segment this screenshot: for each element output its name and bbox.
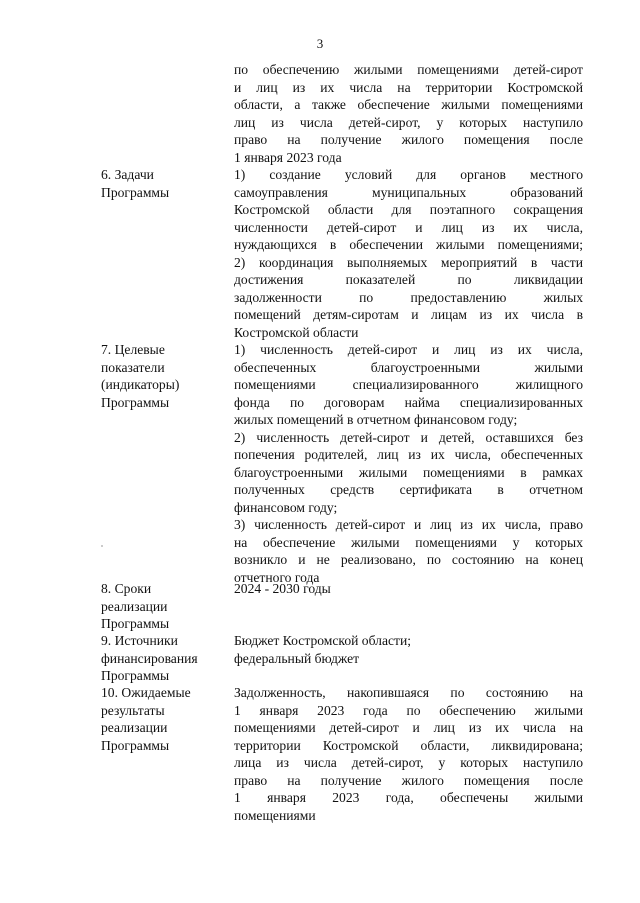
text-line: Костромской области для поэтапного сокращения [234, 202, 583, 217]
text-line: и лиц из их числа на территории Костромской [234, 79, 583, 95]
text-line: помещениями детей-сирот и лиц из их числа на [234, 720, 583, 735]
label-line: результаты [101, 702, 165, 718]
section-8-label [101, 580, 219, 633]
section-7-content [234, 341, 583, 586]
text-line: численности детей-сирот и лиц из их числа, [234, 219, 583, 235]
text-line: 2024 - 2030 годы [234, 581, 331, 596]
text-line: отчетного года [234, 569, 320, 585]
text-line: самоуправления муниципальных образований [234, 184, 583, 200]
text-line: области, а также обеспечение жилыми помещениями [234, 97, 583, 112]
text-line: возникло и не реализовано, по состоянию на конец [234, 552, 583, 567]
text-line: 1 января 2023 года [234, 149, 342, 165]
label-line: Программы [101, 616, 170, 631]
text-line: жилых помещений в отчетном финансовом году; [234, 412, 518, 427]
label-line: Программы [101, 668, 170, 683]
text-line: 3) численность детей-сирот и лиц из их числа, право [234, 517, 583, 532]
text-line: нуждающихся в обеспечении жилыми помещениями; [234, 237, 583, 252]
label-line: показатели [101, 359, 165, 375]
label-line: 10. Ожидаемые [101, 685, 191, 700]
section-6-label [101, 166, 219, 201]
text-line: достижения показателей по ликвидации [234, 272, 583, 287]
text-line: право на получение жилого помещения после [234, 772, 583, 788]
label-line: реализации [101, 598, 168, 614]
text-line: 2) координация выполняемых мероприятий в части [234, 254, 583, 270]
text-line: федеральный бюджет [234, 650, 360, 666]
text-line: 1 января 2023 года, обеспечены жилыми [234, 790, 583, 805]
section-6-content [234, 166, 583, 341]
text-line: полученных средств сертификата в отчетном [234, 482, 583, 497]
section-10-label [101, 684, 219, 754]
section-7-label [101, 341, 219, 411]
text-line: 1 января 2023 года по обеспечению жилыми [234, 702, 583, 718]
scan-speck [101, 545, 103, 547]
label-line: (индикаторы) [101, 377, 180, 392]
text-line: Костромской области [234, 324, 359, 340]
label-line: Программы [101, 184, 170, 200]
text-line: 2) численность детей-сирот и детей, оставшихся без [234, 429, 583, 445]
text-line: 1) создание условий для органов местного [234, 167, 583, 182]
text-line: финансовом году; [234, 499, 338, 515]
page-number: 3 [316, 36, 324, 51]
text-line: помещениями специализированного жилищного [234, 377, 583, 392]
section-9-content [234, 632, 583, 667]
text-line: задолженности по предоставлению жилых [234, 289, 583, 305]
intro-continuation-text [234, 61, 583, 166]
text-line: Бюджет Костромской области; [234, 633, 412, 648]
label-line: Программы [101, 737, 170, 753]
label-line: реализации [101, 720, 168, 735]
text-line: территории Костромской области, ликвидирована; [234, 737, 583, 753]
label-line: Программы [101, 394, 170, 410]
section-10-content [234, 684, 583, 824]
label-line: 9. Источники [101, 633, 178, 648]
section-9-label [101, 632, 219, 685]
text-line: фонда по договорам найма специализированных [234, 394, 583, 410]
text-line: лица из числа детей-сирот, у которых наступило [234, 755, 583, 770]
section-8-content [234, 580, 583, 598]
text-line: Задолженность, накопившаяся по состоянию на [234, 685, 583, 700]
text-line: попечения родителей, лиц из их числа, обеспеченных [234, 447, 583, 462]
text-line: лиц из числа детей-сирот, у которых наступило [234, 114, 583, 130]
text-line: 1) численность детей-сирот и лиц из их числа, [234, 342, 583, 357]
text-line: по обеспечению жилыми помещениями детей-сирот [234, 62, 583, 77]
text-line: обеспеченных благоустроенными жилыми [234, 359, 583, 375]
text-line: помещений детям-сиротам и лицам из их числа в [234, 307, 583, 322]
text-line: благоустроенными жилыми помещениями в рамках [234, 464, 583, 480]
text-line: на обеспечение жилыми помещениями у которых [234, 534, 583, 550]
label-line: финансирования [101, 650, 198, 666]
text-line: помещениями [234, 807, 316, 823]
label-line: 8. Сроки [101, 581, 152, 596]
label-line: 7. Целевые [101, 342, 165, 357]
text-line: право на получение жилого помещения после [234, 132, 583, 147]
label-line: 6. Задачи [101, 167, 154, 182]
